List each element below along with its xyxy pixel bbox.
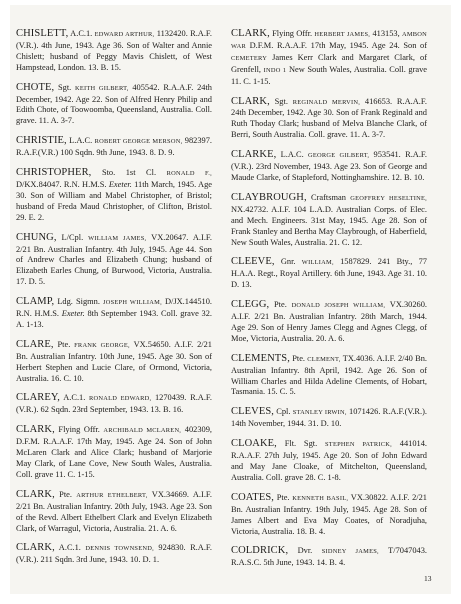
entry-rank: L.A.C.: [276, 150, 309, 160]
entry-given-names: HERBERT JAMES,: [314, 31, 371, 38]
entry-surname: CHUNG,: [16, 231, 57, 243]
entry-coates: [231, 493, 427, 538]
entry-given-names: FRANK GEORGE,: [74, 341, 130, 349]
entry-surname: COATES,: [231, 491, 274, 503]
entry-rank: A.C.1.: [68, 29, 95, 38]
entry-details: 1270439. R.A.F.(V.R.). 62 Sqdn. 23rd September, 1943. 13. B. 16.: [16, 393, 213, 415]
entry-surname: CLEGG,: [231, 299, 270, 311]
entry-christopher: [16, 168, 212, 224]
entry-surname: CLARK,: [231, 95, 270, 107]
entry-clarey: [16, 393, 212, 416]
entry-rank: Craftsman: [306, 192, 351, 202]
entry-clarke: [231, 150, 427, 184]
entry-given-names: REGINALD MERVIN,: [292, 98, 361, 106]
entry-given-names: ROBERT GEORGE MERSON,: [94, 138, 183, 146]
ship-name: Exeter.: [108, 179, 132, 189]
entry-rank: Flying Offr.: [269, 29, 315, 38]
entry-given-names: EDWARD ARTHUR,: [94, 31, 155, 38]
entry-rank: Pte.: [274, 492, 293, 502]
entry-given-names: DENNIS TOWNSEND,: [85, 545, 154, 553]
document-page: [10, 5, 451, 594]
entry-given-names: STANLEY IRWIN,: [292, 409, 347, 417]
entry-details: VX.30822. A.I.F. 2/21 Bn. Australian Infantry. 19th July, 1945. Age 28. Son of James Albert and Eva May Coates, of Noradjuha, Victoria, Australia. 18. B. 4.: [231, 492, 427, 536]
entry-given-names: CLEMENT,: [307, 355, 341, 363]
entry-claybrough: [231, 193, 427, 249]
entry-cleves: [231, 407, 427, 430]
entry-details: 413153,: [370, 29, 402, 38]
right-column: [231, 29, 427, 569]
entry-rank: Sgt.: [54, 82, 75, 92]
entry-details: 1071426. R.A.F.(V.R.). 14th November, 1944. 31. D. 10.: [231, 407, 427, 429]
entry-surname: CLARE,: [16, 338, 54, 350]
entry-clark-dennis: [16, 543, 212, 566]
entry-details: 924830. R.A.F.(V.R.). 211 Sqdn. 3rd June, 1943. 10. D. 1.: [16, 543, 212, 565]
cemetery-label: INDO 1: [263, 66, 287, 74]
entry-given-names: ARTHUR ETHELBERT,: [76, 491, 148, 499]
entry-details: VX.54650. A.I.F. 2/21 Bn. Australian Infantry. 10th June, 1945. Age 30. Son of Herbert Stephen and Lucie Clare, of Ormond, Victoria, Australia. 16. C. 10.: [16, 339, 212, 383]
entry-details: D/JX.144510. R.N. H.M.S.: [16, 297, 212, 319]
entry-clark-archibald: [16, 425, 212, 481]
entry-details: 405542. R.A.A.F. 24th December, 1942. Age 22. Son of Alfred Henry Philip and Edith Chote, of Toowoomba, Queensland, Australia. Coll. grave. 11. A. 3-7.: [16, 82, 212, 126]
entry-given-names: DONALD JOSEPH WILLIAM,: [291, 302, 386, 310]
entry-surname: CLEMENTS,: [231, 352, 290, 364]
entry-rank: Sto. 1st Cl.: [91, 168, 167, 178]
entry-details: 8th September 1943. Coll. grave 32. A. 1-13.: [16, 309, 212, 329]
entry-rank: Dvr.: [288, 546, 322, 556]
entry-surname: CLEEVE,: [231, 256, 275, 268]
entry-clark-reginald: [231, 97, 427, 142]
entry-given-names: KEITH GILBERT,: [74, 84, 129, 92]
entry-surname: CLEVES,: [231, 406, 274, 418]
entry-surname: CLARK,: [16, 542, 55, 554]
entry-surname: CHRISTIE,: [16, 135, 67, 147]
entry-surname: CHRISTOPHER,: [16, 167, 92, 179]
entry-surname: CLARKE,: [231, 149, 277, 161]
entry-given-names: GEORGE GILBERT,: [308, 152, 370, 160]
entry-surname: CLARK,: [16, 424, 55, 436]
entry-surname: CLARK,: [16, 488, 55, 500]
entry-details: TX.4036. A.I.F. 2/40 Bn. Australian Infantry. 8th April, 1942. Age 26. Son of William Charles and Hilda Adeline Clements, of Hobart, Tasmania. 15. C. 5.: [231, 353, 427, 397]
entry-rank: A.C.1.: [54, 543, 86, 553]
entry-rank: Gnr.: [274, 257, 302, 267]
entry-details: 1587829. 241 Bty., 77 H.A.A. Regt., Royal Artillery. 6th June, 1943. Age 31. 10. D. 13.: [231, 257, 427, 290]
entry-rank: A.C.1.: [59, 393, 90, 403]
entry-given-names: ARCHIBALD MCLAREN,: [103, 427, 182, 435]
entry-chislett: [16, 29, 212, 74]
entry-surname: CLAMP,: [16, 296, 55, 308]
entry-details: 11th March, 1945. Age 30. Son of William and Mabel Christopher, of Bristol; husband of Freda Maud Christopher, of Clifton, Bristol. 29. E. 2.: [16, 179, 212, 222]
entry-given-names: STEPHEN PATRICK,: [324, 441, 392, 449]
entry-chote: [16, 83, 212, 128]
entry-details: D.F.M. R.A.A.F. 17th May, 1945. Age 24. Son of: [245, 40, 427, 50]
entry-given-names: GEOFFREY HESELTINE,: [350, 194, 427, 202]
entry-chung: [16, 233, 212, 289]
entry-rank: Cpl.: [274, 407, 293, 417]
entry-rank: L/Cpl.: [56, 232, 89, 242]
entry-christie: [16, 136, 212, 159]
entry-clark-herbert: [231, 29, 427, 88]
entry-rank: Pte.: [269, 300, 292, 310]
entry-clements: [231, 354, 427, 399]
page-number: 13: [424, 574, 432, 583]
entry-rank: Ldg. Sigmn.: [54, 297, 103, 307]
entry-surname: CHISLETT,: [16, 28, 69, 39]
entry-surname: COLDRICK,: [231, 545, 289, 557]
entry-cloake: [231, 439, 427, 484]
entry-cleeve: [231, 257, 427, 291]
entry-details: 1132420. R.A.F.(V.R.). 4th June, 1943. Age 36. Son of Walter and Annie Chislett; husband of Peggy Mavis Chislett, of West Hampstead, London. 13. B. 15.: [16, 29, 213, 72]
entry-coldrick: [231, 546, 427, 569]
entry-given-names: WILLIAM JAMES,: [88, 234, 147, 242]
entry-details: 416653. R.A.A.F. 24th December, 1942. Age 30. Son of Frank Reginald and Ruth Thoday Clark; husband of Melva Blanche Clark, of Berri, South Australia. Coll. grave. 11. A. 3-7.: [231, 96, 427, 140]
ship-name: Exeter.: [61, 309, 85, 319]
entry-clamp: [16, 297, 212, 331]
entry-given-names: JOSEPH WILLIAM,: [103, 299, 162, 307]
entry-rank: L.A.C.: [66, 136, 95, 146]
entry-rank: Flt. Sgt.: [276, 439, 325, 449]
entry-clare: [16, 340, 212, 385]
entry-rank: Flying Offr.: [54, 425, 104, 435]
entry-rank: Pte.: [54, 489, 77, 499]
entry-details: VX.30260. A.I.F. 2/21 Bn. Australian Infantry. 28th March, 1944. Age 29. Son of Henry James Clegg and Agnes Clegg, of Moe, Victoria, Australia. 20. A. 6.: [231, 300, 428, 343]
entry-details: 441014. R.A.A.F. 27th July, 1945. Age 20. Son of John Edward and May Jane Cloake, of Mitchelton, Queensland, Australia. Coll. grave 28. C. 1-8.: [231, 439, 428, 482]
entry-rank: Pte.: [53, 339, 75, 349]
cemetery-label: CEMETERY: [231, 54, 268, 62]
entry-given-names: WILLIAM,: [301, 259, 334, 267]
entry-clark-arthur: [16, 490, 212, 535]
entry-details: 402309, D.F.M. R.A.A.F. 17th May, 1945. Age 24. Son of John McLaren Clark and Alice Clark; husband of Marjorie May Clark, of Lane Cove, New South Wales, Australia. Coll. grave 11. C. 1-15.: [16, 425, 212, 479]
cemetery-label: AMBON WAR: [231, 31, 427, 50]
entry-details: New South Wales, Australia. Coll. grave 11. C. 1-15.: [231, 64, 427, 86]
entry-given-names: RONALD F.,: [166, 170, 212, 178]
entry-clegg: [231, 300, 427, 345]
entry-details: VX.20647. A.I.F. 2/21 Bn. Australian Infantry. 4th July, 1945. Age 44. Son of Andrew Charles and Elizabeth Chung; husband of Elizabeth Earles Chung, of Burwood, Victoria, Australia. 17. D. 5.: [16, 232, 212, 287]
entry-surname: CLAREY,: [16, 392, 60, 404]
entry-details: 953541. R.A.F.(V.R.). 23rd November, 1943. Age 23. Son of George and Maude Clarke, of Stapleford, Nottinghamshire. 12. B. 10.: [231, 150, 428, 182]
entry-details: 982397. R.A.F.(V.R.) 100 Sqdn. 9th June, 1943. 8. D. 9.: [16, 136, 213, 158]
entry-given-names: SIDNEY JAMES,: [321, 548, 379, 556]
entry-rank: Pte.: [289, 353, 308, 363]
entry-surname: CLARK,: [231, 28, 270, 39]
entry-details: D/KX.84047. R.N. H.M.S.: [16, 179, 109, 189]
entry-details: VX.34669. A.I.F. 2/21 Bn. Australian Infantry. 20th July, 1943. Age 23. Son of the Revd. Albert Ethelbert Clark and Evelyn Elizabeth Clark, of Warragul, Victoria, Australia. 21. A. 6.: [16, 489, 212, 533]
entry-details: James Kerr Clark and Margaret Clark, of Grenfell,: [231, 52, 427, 74]
entry-surname: CLOAKE,: [231, 438, 277, 450]
entry-surname: CLAYBROUGH,: [231, 191, 307, 203]
left-column: [16, 29, 212, 566]
entry-given-names: RONALD EDWARD,: [89, 395, 152, 403]
entry-given-names: KENNETH BASIL,: [292, 494, 349, 502]
entry-details: T/7047043. R.A.S.C. 5th June, 1943. 14. B. 4.: [231, 546, 427, 568]
entry-rank: Sgt.: [269, 96, 293, 106]
entry-details: NX.42732. A.I.F. 104 L.A.D. Australian Corps. of Elec. and Mech. Engineers. 31st May, 1945. Age 28. Son of Frank Stanley and Bertha May Claybrough, of Haberfield, New South Wales, Australia. 21. C. 12.: [231, 204, 427, 247]
entry-surname: CHOTE,: [16, 81, 55, 93]
